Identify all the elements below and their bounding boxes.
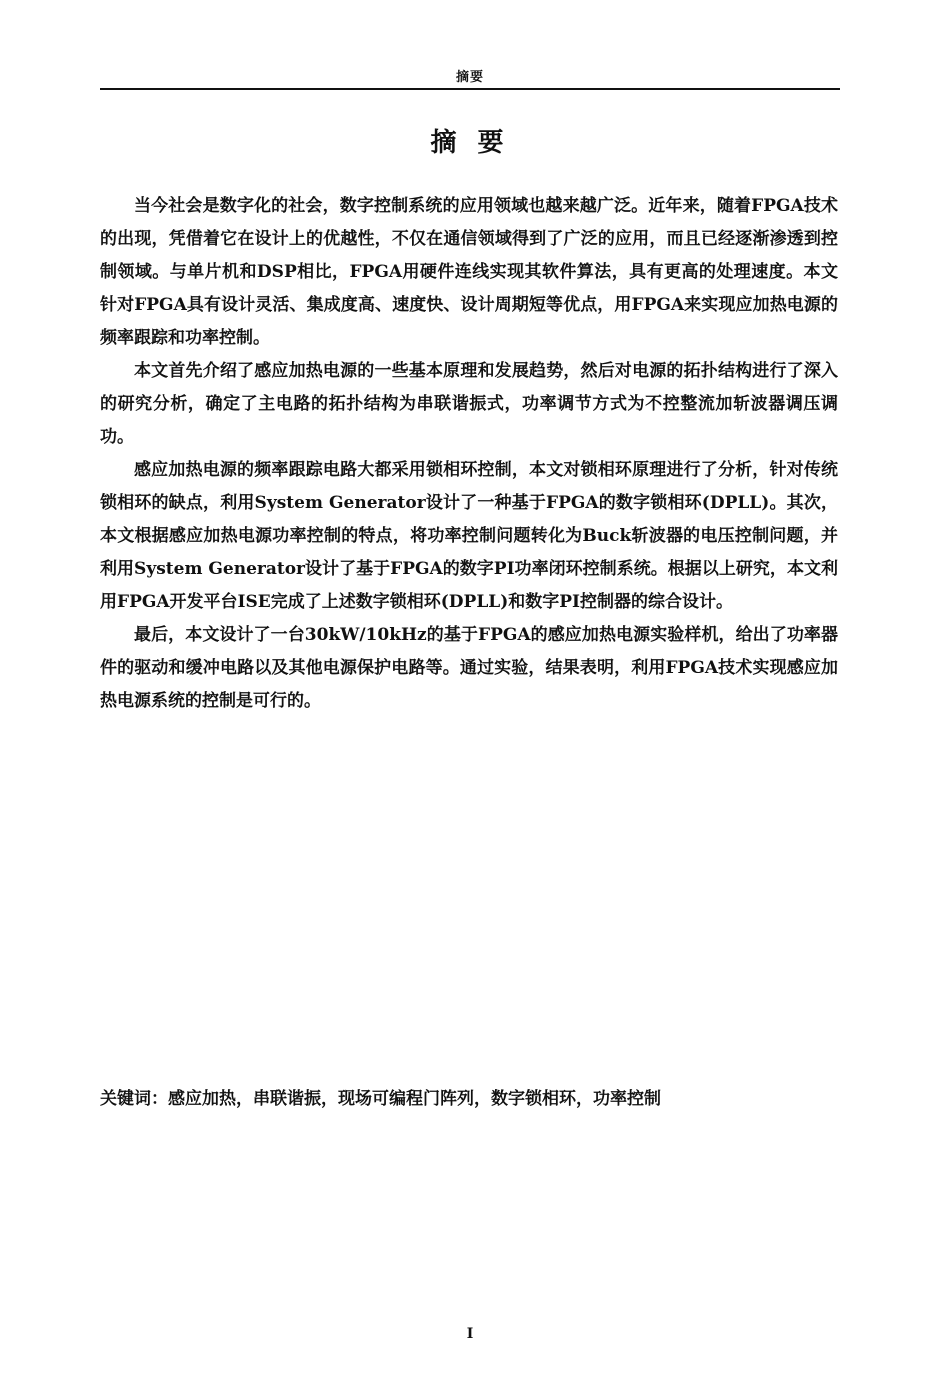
abstract-paragraph-1: 当今社会是数字化的社会，数字控制系统的应用领域也越来越广泛。近年来，随着FPGA技术的出现，凭借着它在设计上的优越性，不仅在通信领域得到了广泛的应用，而且已经逐渐渗透到控制领域。与单片机和DSP相比，FPGA用硬件连线实现其软件算法，具有更高的处理速度。本文针对FPGA具有设计灵活、集成度高、速度快、设计周期短等优点，用FPGA来实现应加热电源的频率跟踪和功率控制。: [100, 196, 838, 348]
page-title: 摘 要: [430, 128, 510, 158]
abstract-paragraph-2: 本文首先介绍了感应加热电源的一些基本原理和发展趋势，然后对电源的拓扑结构进行了深入的研究分析，确定了主电路的拓扑结构为串联谐振式，功率调节方式为不控整流加斩波器调压调功。: [100, 361, 838, 447]
abstract-body: [100, 190, 838, 718]
header-rule: [100, 88, 840, 90]
keywords: 关键词：感应加热，串联谐振，现场可编程门阵列，数字锁相环，功率控制: [100, 1089, 661, 1109]
running-header: 摘要: [455, 70, 484, 85]
abstract-paragraph-4: 最后，本文设计了一台30kW/10kHz的基于FPGA的感应加热电源实验样机，给出了功率器件的驱动和缓冲电路以及其他电源保护电路等。通过实验，结果表明，利用FPGA技术实现感应加热电源系统的控制是可行的。: [100, 625, 838, 711]
page-number: I: [466, 1326, 474, 1342]
abstract-paragraph-3: 感应加热电源的频率跟踪电路大都采用锁相环控制，本文对锁相环原理进行了分析，针对传统锁相环的缺点，利用System Generator设计了一种基于FPGA的数字锁相环(DPLL)。其次，本文根据感应加热电源功率控制的特点，将功率控制问题转化为Buck斩波器的电压控制问题，并利用System Generator设计了基于FPGA的数字PI功率闭环控制系统。根据以上研究，本文利用FPGA开发平台ISE完成了上述数字锁相环(DPLL)和数字PI控制器的综合设计。: [100, 460, 838, 612]
